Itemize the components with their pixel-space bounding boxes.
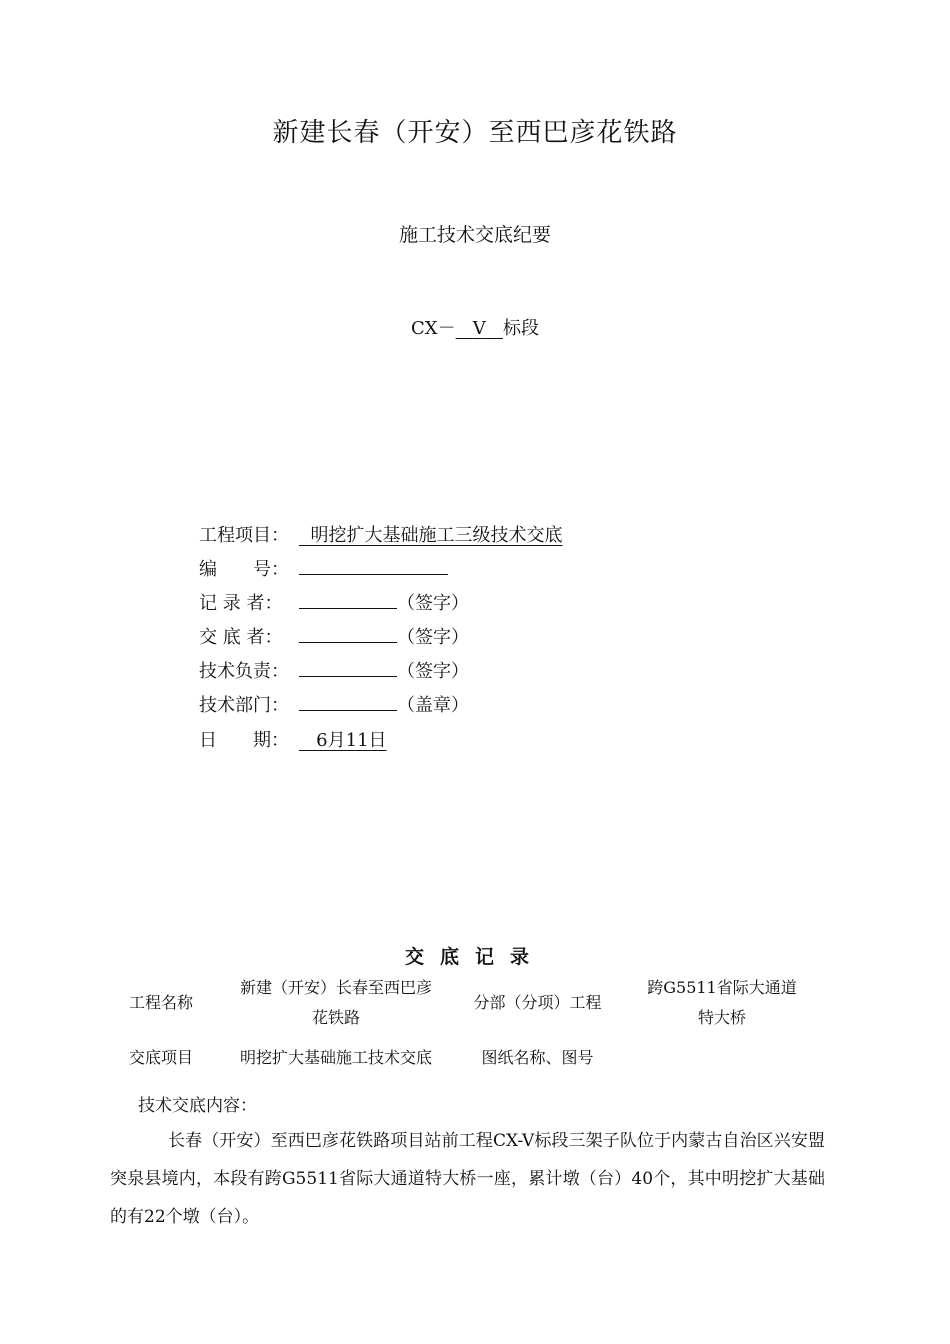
content-body: 长春（开安）至西巴彦花铁路项目站前工程CX-V标段三架子队位于内蒙古自治区兴安盟突泉县境内，本段有跨G5511省际大通道特大桥一座，累计墩（台）40个，其中明挖扩大基础的有22个墩（台）。 [110, 1131, 825, 1227]
row1-project-name-line2: 花铁路 [311, 1008, 360, 1027]
section-value: V [472, 318, 486, 339]
field-discloser-label: 交 底 者： [199, 627, 283, 648]
field-recorder-note: （签字） [397, 593, 469, 614]
field-tech-lead-label: 技术负责： [199, 661, 289, 682]
document-title: 新建长春（开安）至西巴彦花铁路 [272, 118, 678, 148]
field-recorder [199, 591, 469, 617]
field-date [199, 728, 387, 754]
field-tech-dept-blank [299, 694, 397, 711]
row1-label-project-name: 工程名称 [128, 993, 193, 1012]
field-tech-lead [199, 659, 469, 685]
row2-label-drawing: 图纸名称、图号 [481, 1048, 594, 1067]
row2-item: 明挖扩大基础施工技术交底 [239, 1048, 432, 1067]
section-line [0, 314, 950, 340]
field-project [199, 523, 562, 549]
field-discloser [199, 625, 469, 651]
row1-project-name [218, 973, 454, 1033]
field-recorder-blank [299, 592, 397, 609]
row1-subproject-line2: 特大桥 [697, 1008, 746, 1027]
field-number-blank [299, 558, 448, 575]
field-tech-lead-note: （签字） [397, 661, 469, 682]
field-recorder-label: 记 录 者： [199, 593, 283, 614]
field-project-value: 明挖扩大基础施工三级技术交底 [310, 525, 563, 546]
section-prefix: CX－ [411, 318, 456, 339]
field-discloser-blank [299, 626, 397, 643]
row1-subproject-line1: 跨G5511省际大通道 [647, 978, 797, 997]
field-date-value: 6月11日 [316, 730, 387, 751]
field-number [199, 557, 448, 583]
row1-project-name-line1: 新建（开安）长春至西巴彦 [239, 978, 432, 997]
content-label: 技术交底内容： [138, 1096, 257, 1116]
row2-label-item: 交底项目 [128, 1048, 193, 1067]
field-date-label: 日 期： [199, 730, 289, 751]
field-tech-lead-blank [299, 660, 397, 677]
row1-label-subproject: 分部（分项）工程 [473, 993, 602, 1012]
field-tech-dept-note: （盖章） [397, 695, 469, 716]
section-suffix: 标段 [502, 318, 539, 339]
row1-subproject [628, 973, 816, 1033]
field-project-label: 工程项目： [199, 525, 289, 546]
field-discloser-note: （签字） [397, 627, 469, 648]
field-tech-dept [199, 693, 469, 719]
field-tech-dept-label: 技术部门： [199, 695, 289, 716]
document-subtitle: 施工技术交底纪要 [398, 224, 551, 246]
field-number-label: 编 号： [199, 559, 289, 580]
record-title: 交底记录 [404, 946, 545, 968]
